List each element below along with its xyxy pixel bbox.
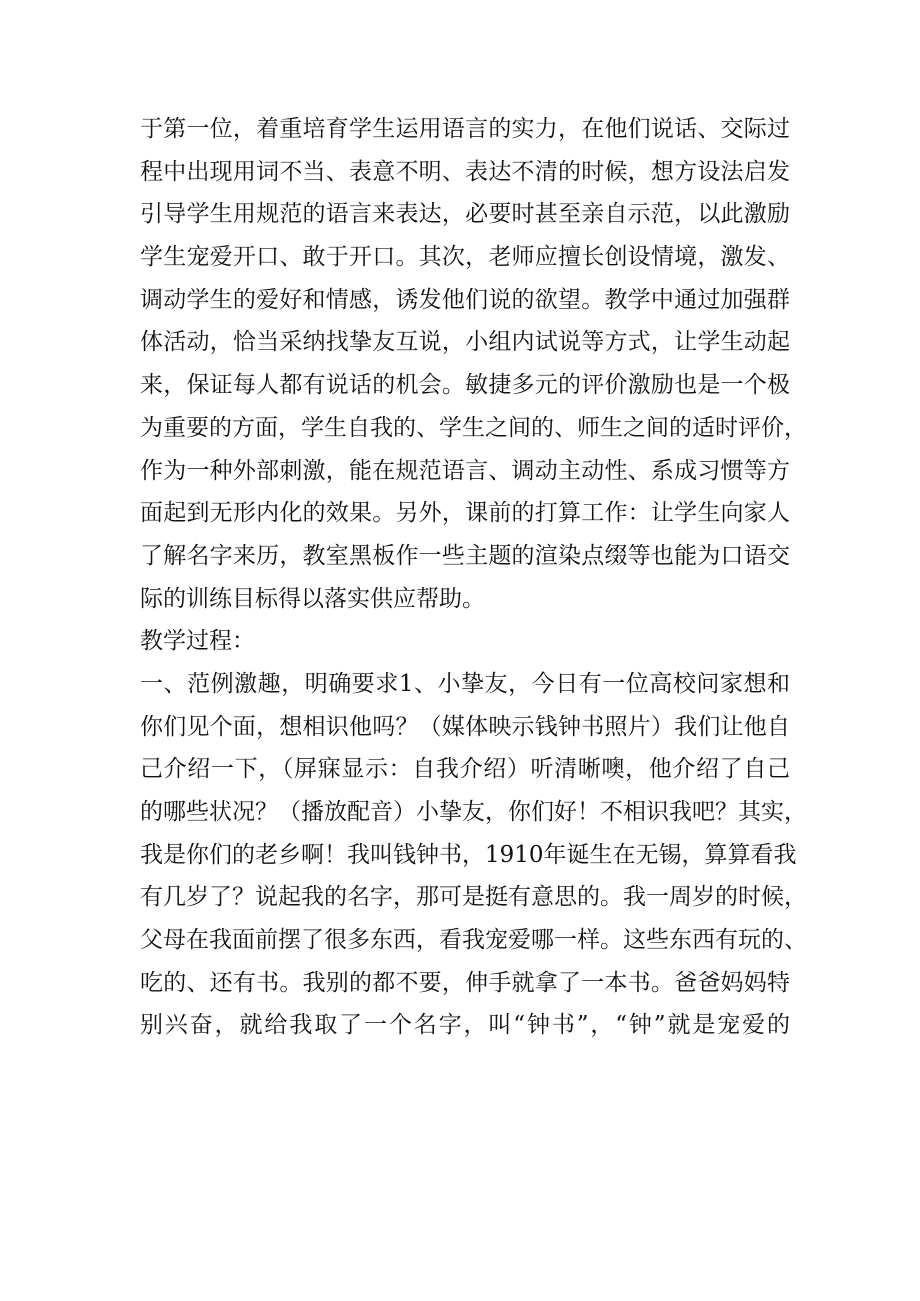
text-line: 面起到无形内化的效果。另外，课前的打算工作：让学生向家人 — [140, 500, 790, 527]
text-line: 的哪些状况？（播放配音）小挚友，你们好！不相识我吧？其实， — [140, 799, 807, 825]
text-line: 有几岁了？说起我的名字，那可是挺有意思的。我一周岁的时候， — [140, 884, 807, 911]
text-line: 为重要的方面，学生自我的、学生之间的、师生之间的适时评价， — [140, 414, 807, 441]
text-line: 我是你们的老乡啊！我叫钱钟书，1910年诞生在无锡，算算看我 — [140, 841, 797, 868]
text-line: 别兴奋，就给我取了一个名字，叫“钟书”，“钟”就是宠爱的 — [140, 1012, 790, 1039]
text-line: 你们见个面，想相识他吗？（媒体映示钱钟书照片）我们让他自 — [140, 713, 790, 740]
text-line: 际的训练目标得以落实供应帮助。 — [140, 585, 485, 612]
text-line: 调动学生的爱好和情感，诱发他们说的欲望。教学中通过加强群 — [140, 286, 790, 313]
text-line: 吃的、还有书。我别的都不要，伸手就拿了一本书。爸爸妈妈特 — [140, 969, 790, 996]
text-line: 来，保证每人都有说话的机会。敏捷多元的评价激励也是一个极 — [140, 372, 790, 399]
text-line: 学生宠爱开口、敢于开口。其次，老师应擅长创设情境，激发、 — [140, 244, 790, 271]
section-heading: 教学过程： — [140, 628, 255, 655]
text-line: 引导学生用规范的语言来表达，必要时甚至亲自示范，以此激励 — [140, 201, 790, 228]
text-line: 己介绍一下，（屏寐显示：自我介绍）听清晰噢，他介绍了自己 — [140, 756, 790, 783]
body-text — [140, 108, 807, 1047]
text-line: 了解名字来历，教室黑板作一些主题的渲染点缀等也能为口语交 — [140, 542, 790, 569]
text-line: 父母在我面前摆了很多东西，看我宠爱哪一样。这些东西有玩的、 — [140, 927, 807, 954]
text-line: 作为一种外部刺激，能在规范语言、调动主动性、系成习惯等方 — [140, 457, 790, 484]
text-line: 于第一位，着重培育学生运用语言的实力，在他们说话、交际过 — [140, 116, 790, 142]
text-line: 体活动，恰当采纳找挚友互说，小组内试说等方式，让学生动起 — [140, 329, 790, 356]
text-line: 程中出现用词不当、表意不明、表达不清的时候，想方设法启发 — [140, 158, 790, 185]
text-line: 一、范例激趣，明确要求1、小挚友，今日有一位高校问家想和 — [140, 670, 790, 697]
